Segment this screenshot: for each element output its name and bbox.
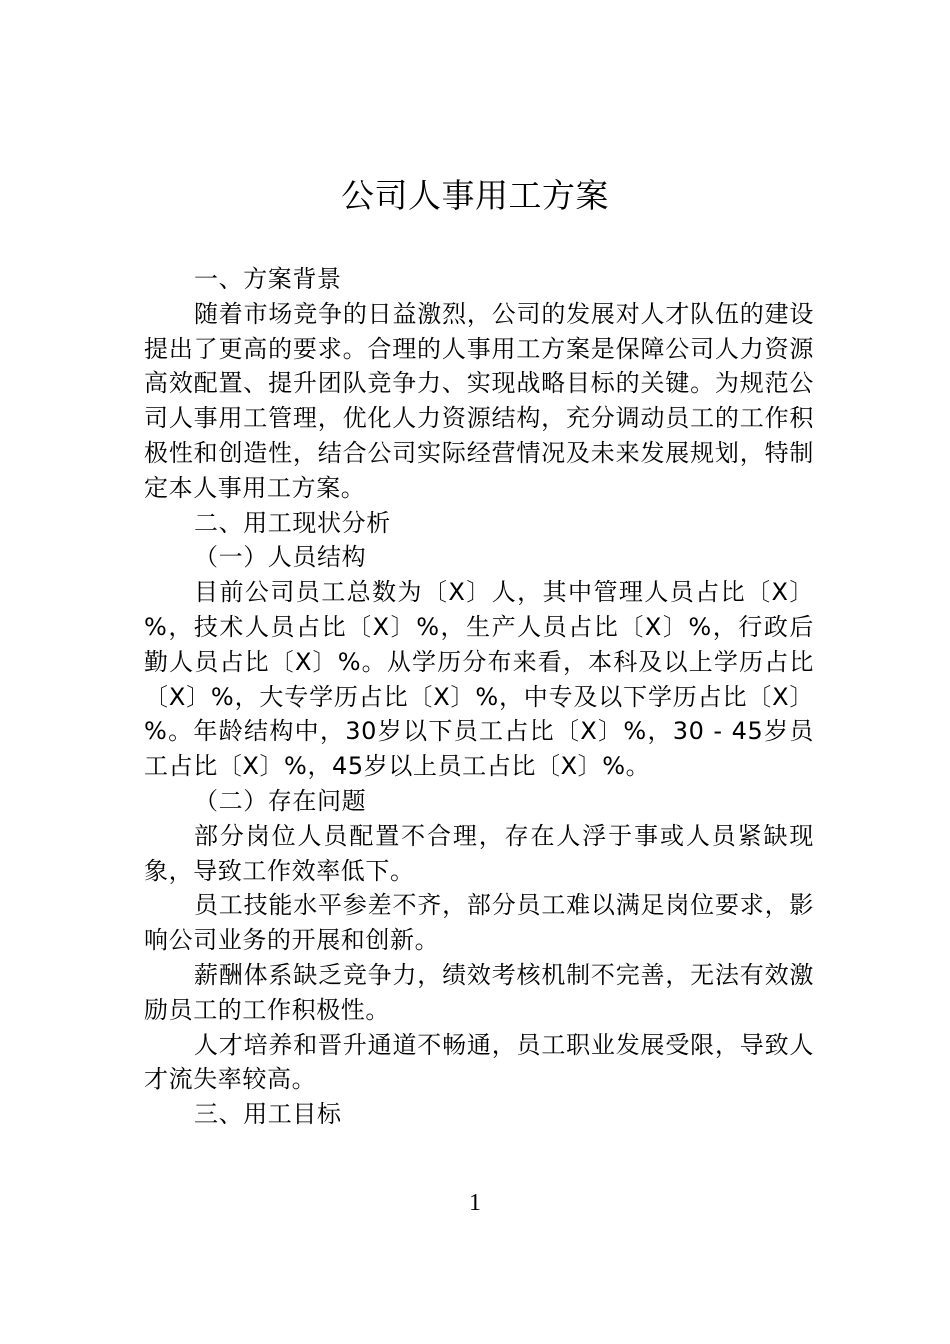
- paragraph-problem-4: 人才培养和晋升通道不畅通，员工职业发展受限，导致人才流失率较高。: [144, 1030, 814, 1094]
- paragraph-problem-2: 员工技能水平参差不齐，部分员工难以满足岗位要求，影响公司业务的开展和创新。: [144, 891, 814, 955]
- paragraph-staff-structure: 目前公司员工总数为〔X〕人，其中管理人员占比〔X〕%，技术人员占比〔X〕%，生产人员占比〔X〕%，行政后勤人员占比〔X〕%。从学历分布来看，本科及以上学历占比〔X〕%，大专学历占比〔X〕%，中专及以下学历占比〔X〕%。年龄结构中，30岁以下员工占比〔X〕%，30 - 45岁员工占比〔X〕%，45岁以上员工占比〔X〕%。: [144, 578, 814, 781]
- subsection-heading-problems: （二）存在问题: [194, 786, 367, 815]
- section-heading-current-status: 二、用工现状分析: [194, 508, 391, 537]
- document-body: [144, 262, 814, 1132]
- page-number: 1: [469, 1190, 481, 1216]
- paragraph-background: 随着市场竞争的日益激烈，公司的发展对人才队伍的建设提出了更高的要求。合理的人事用工方案是保障公司人力资源高效配置、提升团队竞争力、实现战略目标的关键。为规范公司人事用工管理，优化人力资源结构，充分调动员工的工作积极性和创造性，结合公司实际经营情况及未来发展规划，特制定本人事用工方案。: [144, 299, 814, 502]
- paragraph-problem-1: 部分岗位人员配置不合理，存在人浮于事或人员紧缺现象，导致工作效率低下。: [144, 821, 814, 885]
- section-heading-goals: 三、用工目标: [194, 1100, 342, 1129]
- paragraph-problem-3: 薪酬体系缺乏竞争力，绩效考核机制不完善，无法有效激励员工的工作积极性。: [144, 960, 814, 1024]
- document-title: 公司人事用工方案: [341, 176, 609, 215]
- section-heading-background: 一、方案背景: [194, 265, 342, 293]
- subsection-heading-staff-structure: （一）人员结构: [194, 543, 367, 572]
